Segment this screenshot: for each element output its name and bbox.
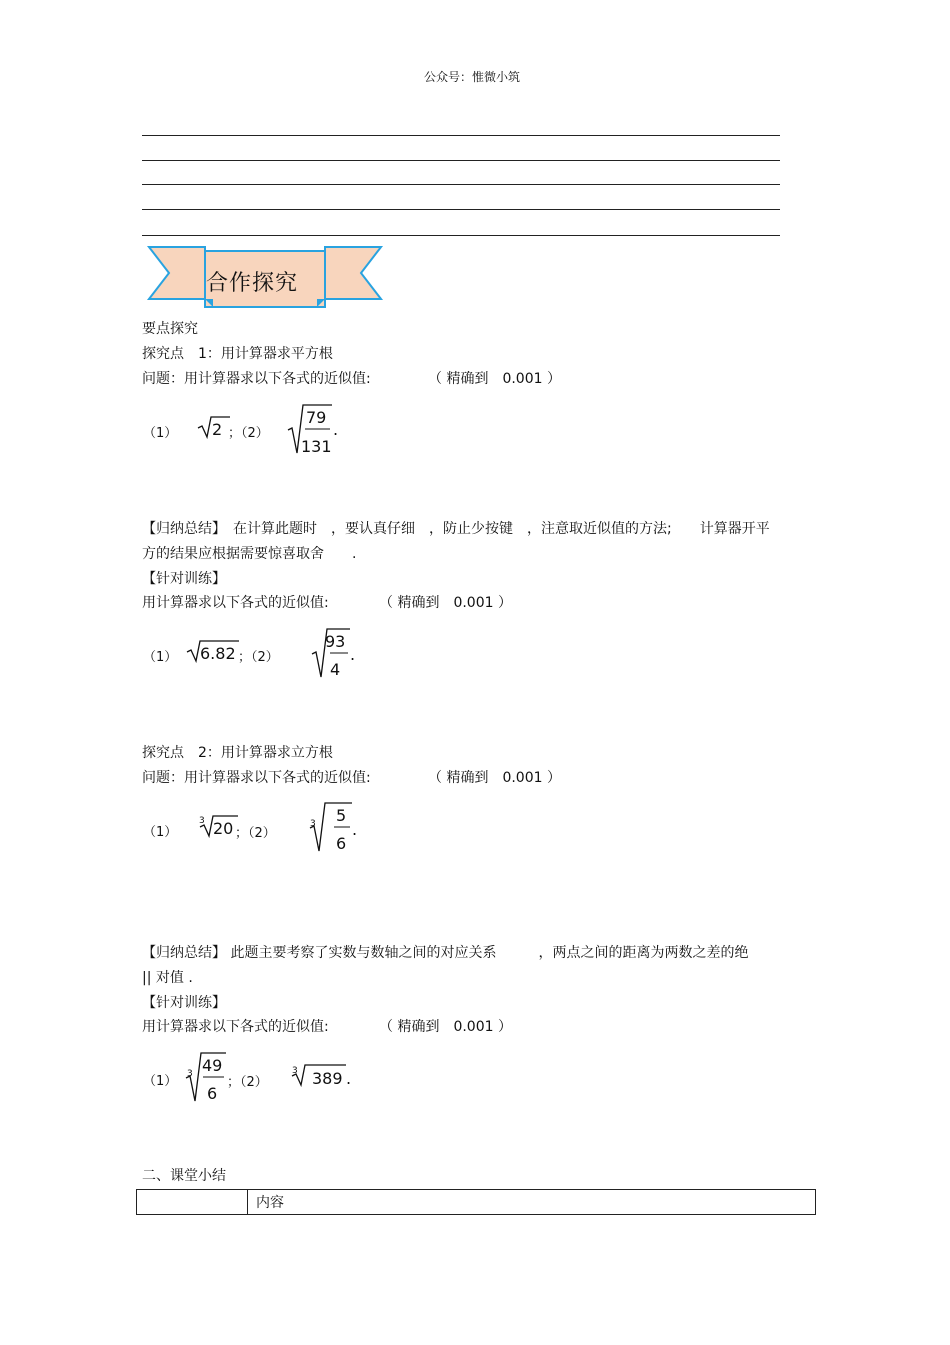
class-summary-heading: 二、课堂小结 [142, 1168, 226, 1184]
writing-line [142, 184, 780, 185]
summary-line: 【归纳总结】 此题主要考察了实数与数轴之间的对应关系 ，两点之间的距离为两数之差的绝 [142, 945, 749, 961]
root-index: 3 [292, 1066, 298, 1076]
period: . [352, 820, 358, 839]
table-cell-content-header: 内容 [248, 1190, 816, 1215]
item-label: ；（2） [227, 1075, 268, 1090]
exploration-point-2: 探究点 2：用计算器求立方根 [142, 745, 333, 761]
training-heading: 【针对训练】 [142, 995, 226, 1011]
item-label: ；（2） [228, 426, 269, 441]
period: . [333, 420, 339, 439]
period: . [346, 1069, 352, 1088]
question-text: 问题：用计算器求以下各式的近似值: [142, 371, 371, 387]
fraction-numerator: 49 [202, 1056, 223, 1075]
summary-line: || 对值 . [142, 970, 193, 986]
precision-note: （ 精确到 0.001 ） [428, 770, 561, 786]
radicand: 6.82 [200, 644, 236, 663]
fraction-denominator: 131 [301, 437, 332, 456]
fraction-numerator: 5 [336, 806, 347, 825]
summary-table [136, 1189, 816, 1215]
item-label: （1） [143, 426, 178, 441]
writing-line [142, 209, 780, 210]
fraction-numerator: 79 [306, 408, 327, 427]
precision-note: （ 精确到 0.001 ） [379, 595, 512, 611]
radicand: 20 [213, 819, 234, 838]
item-label: ；（2） [238, 650, 279, 665]
root-index: 3 [199, 816, 205, 826]
period: . [350, 645, 356, 664]
radicand: 389 [312, 1069, 343, 1088]
root-index: 3 [187, 1069, 193, 1079]
fraction-denominator: 6 [207, 1084, 218, 1103]
banner-title: 合作探究 [206, 271, 299, 296]
fraction-numerator: 93 [325, 632, 346, 651]
exploration-point-1: 探究点 1：用计算器求平方根 [142, 346, 333, 362]
writing-line [142, 135, 780, 136]
radicand: 2 [212, 420, 223, 439]
training-heading: 【针对训练】 [142, 571, 226, 587]
question-text: 问题：用计算器求以下各式的近似值: [142, 770, 371, 786]
item-label: （1） [143, 1074, 178, 1089]
root-index: 3 [310, 819, 316, 829]
precision-note: （ 精确到 0.001 ） [379, 1019, 512, 1035]
page-header-source: 公众号：惟微小筑 [424, 70, 521, 84]
fraction-denominator: 6 [336, 834, 347, 853]
item-label: ；（2） [235, 826, 276, 841]
table-row [137, 1190, 816, 1215]
writing-line [142, 160, 780, 161]
training-question: 用计算器求以下各式的近似值: [142, 595, 329, 611]
fraction-denominator: 4 [330, 660, 341, 679]
training-question: 用计算器求以下各式的近似值: [142, 1019, 329, 1035]
table-cell [137, 1190, 248, 1215]
summary-line: 【归纳总结】 在计算此题时 ，要认真仔细 ，防止少按键 ，注意取近似值的方法; 计算器开平 [142, 521, 770, 537]
precision-note: （ 精确到 0.001 ） [428, 371, 561, 387]
item-label: （1） [143, 825, 178, 840]
summary-line: 方的结果应根据需要惊喜取舍 . [142, 546, 357, 562]
writing-line [142, 235, 780, 236]
section-heading: 要点探究 [142, 321, 198, 337]
item-label: （1） [143, 650, 178, 665]
